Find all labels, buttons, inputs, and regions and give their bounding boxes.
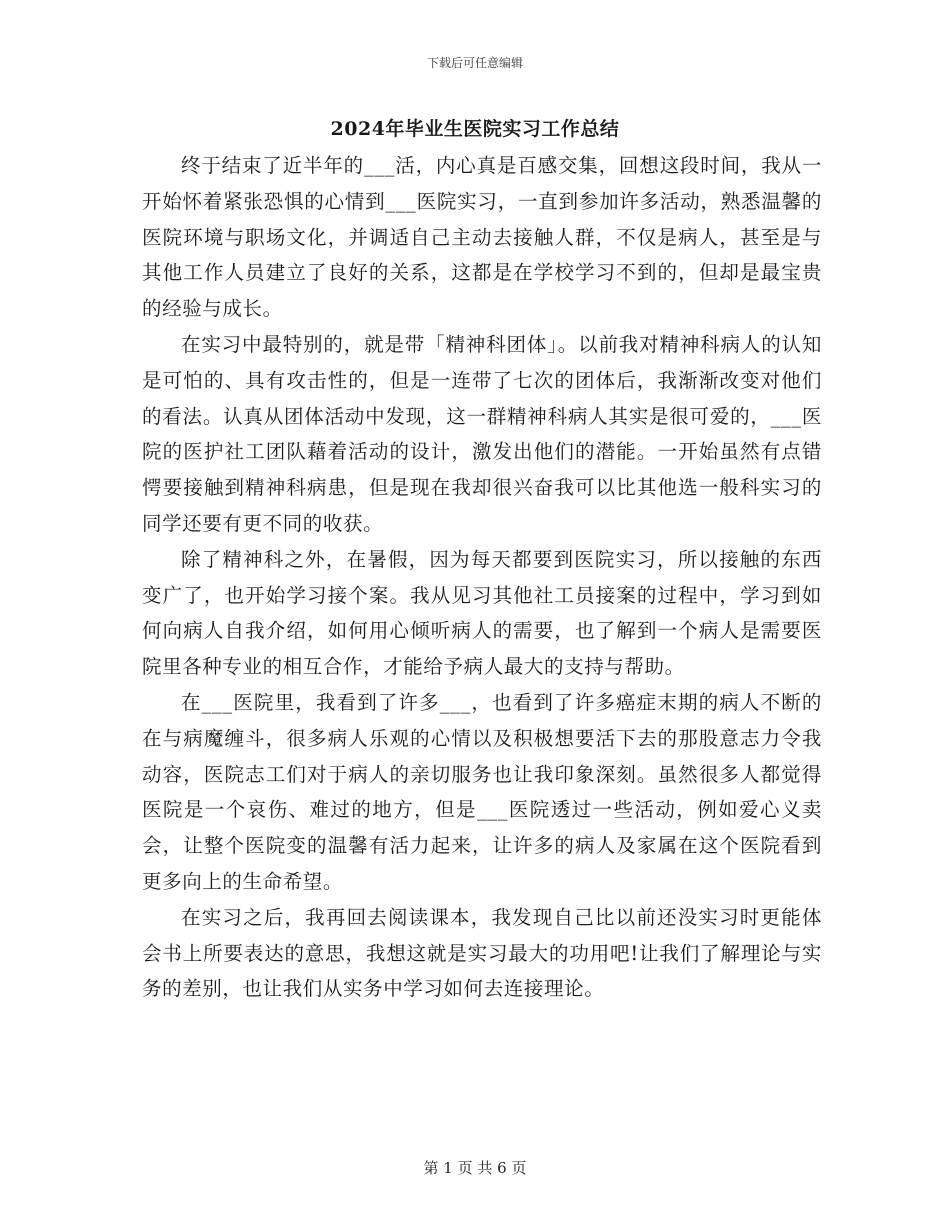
paragraph-5: 在实习之后，我再回去阅读课本，我发现自己比以前还没实习时更能体会书上所要表达的意思，我想这就是实习最大的功用吧!让我们了解理论与实务的差别，也让我们从实务中学习如何去连接理论。: [142, 905, 822, 1001]
paragraph-3: 除了精神科之外，在暑假，因为每天都要到医院实习，所以接触的东西变广了，也开始学习接个案。我从见习其他社工员接案的过程中，学习到如何向病人自我介绍，如何用心倾听病人的需要，也了解到一个病人是需要医院里各种专业的相互合作，才能给予病人最大的支持与帮助。: [142, 547, 822, 679]
document-title: 2024年毕业生医院实习工作总结: [330, 118, 620, 140]
paragraph-2: 在实习中最特别的，就是带「精神科团体」。以前我对精神科病人的认知是可怕的、具有攻击性的，但是一连带了七次的团体后，我渐渐改变对他们的看法。认真从团体活动中发现，这一群精神科病人其实是很可爱的，___医院的医护社工团队藉着活动的设计，激发出他们的潜能。一开始虽然有点错愕要接触到精神科病患，但是现在我却很兴奋我可以比其他选一般科实习的同学还要有更不同的收获。: [142, 332, 822, 535]
paragraph-1: 终于结束了近半年的___活，内心真是百感交集，回想这段时间，我从一开始怀着紧张恐惧的心情到___医院实习，一直到参加许多活动，熟悉温馨的医院环境与职场文化，并调适自己主动去接触人群，不仅是病人，甚至是与其他工作人员建立了良好的关系，这都是在学校学习不到的，但却是最宝贵的经验与成长。: [142, 154, 822, 321]
page-header-note: 下载后可任意编辑: [426, 56, 523, 70]
page-number-footer: 第 1 页 共 6 页: [423, 1159, 527, 1177]
document-body: [142, 148, 822, 1007]
paragraph-4: 在___医院里，我看到了许多___，也看到了许多癌症末期的病人不断的在与病魔缠斗，很多病人乐观的心情以及积极想要活下去的那股意志力令我动容，医院志工们对于病人的亲切服务也让我印象深刻。虽然很多人都觉得医院是一个哀伤、难过的地方，但是___医院透过一些活动，例如爱心义卖会，让整个医院变的温馨有活力起来，让许多的病人及家属在这个医院看到更多向上的生命希望。: [142, 690, 822, 893]
